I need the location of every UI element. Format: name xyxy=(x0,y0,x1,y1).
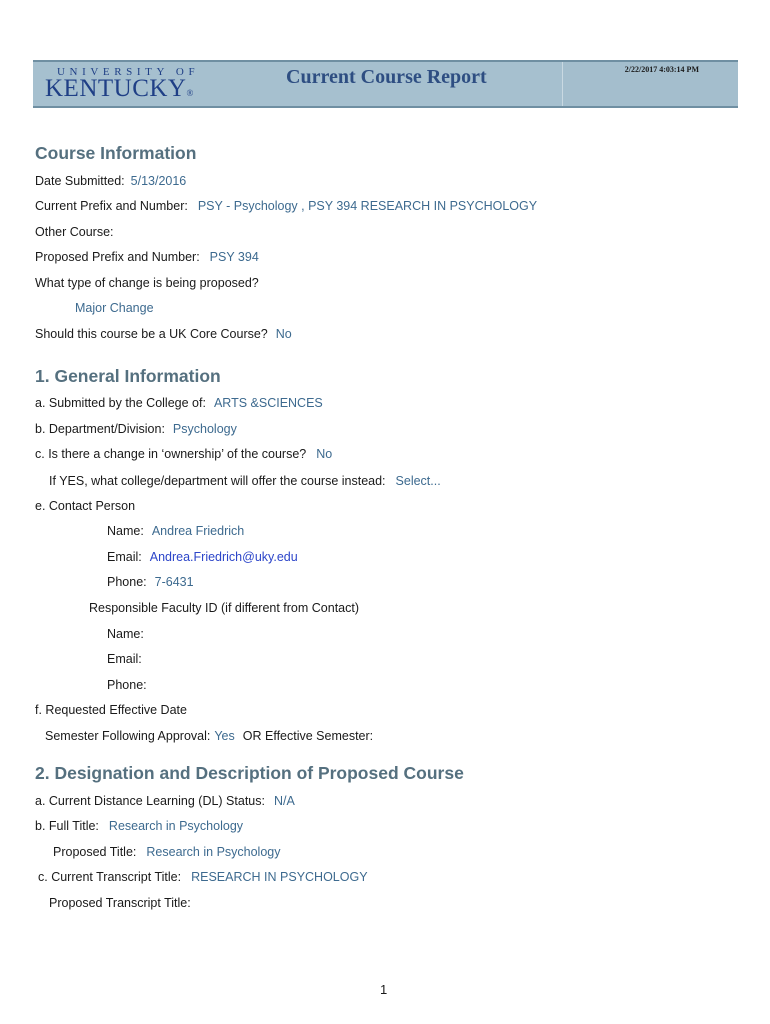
effective-date-label: f. Requested Effective Date xyxy=(35,703,187,717)
full-title-row xyxy=(35,819,243,833)
contact-phone-row xyxy=(107,575,194,589)
date-submitted-row xyxy=(35,174,186,188)
department-label: b. Department/Division: xyxy=(35,422,165,436)
dl-status-row xyxy=(35,794,295,808)
contact-person-label: e. Contact Person xyxy=(35,499,136,513)
contact-person-row xyxy=(35,499,135,513)
faculty-phone-row xyxy=(107,678,147,692)
uk-core-row xyxy=(35,327,292,341)
current-prefix-label: Current Prefix and Number: xyxy=(35,199,188,213)
contact-email-row xyxy=(107,550,298,564)
section-heading-course-info: Course Information xyxy=(35,143,197,163)
semester-row xyxy=(45,729,373,743)
faculty-email-label: Email: xyxy=(107,652,142,666)
contact-phone-label: Phone: xyxy=(107,575,147,589)
contact-email-label: Email: xyxy=(107,550,142,564)
full-title-value: Research in Psychology xyxy=(108,819,244,833)
change-type-label: What type of change is being proposed? xyxy=(35,276,259,290)
other-course-row xyxy=(35,225,114,239)
change-type-value-row xyxy=(75,301,154,315)
full-title-label: b. Full Title: xyxy=(35,819,99,833)
department-value: Psychology xyxy=(172,422,237,436)
contact-name-value: Andrea Friedrich xyxy=(151,524,245,538)
proposed-title-value: Research in Psychology xyxy=(146,845,281,859)
other-course-label: Other Course: xyxy=(35,225,114,239)
proposed-title-label: Proposed Title: xyxy=(53,845,137,859)
date-submitted-label: Date Submitted: xyxy=(35,174,125,188)
faculty-name-row xyxy=(107,627,144,641)
contact-name-row xyxy=(107,524,244,538)
responsible-faculty-row xyxy=(89,601,359,615)
report-header xyxy=(33,60,738,108)
date-submitted-value: 5/13/2016 xyxy=(130,174,187,188)
section-heading-general-info: 1. General Information xyxy=(35,366,221,386)
transcript-title-row xyxy=(38,870,368,884)
logo-main-text: KENTUCKY® xyxy=(45,75,194,102)
proposed-title-row xyxy=(53,845,281,859)
proposed-transcript-label: Proposed Transcript Title: xyxy=(49,896,191,910)
faculty-name-label: Name: xyxy=(107,627,144,641)
transcript-title-value: RESEARCH IN PSYCHOLOGY xyxy=(191,870,368,884)
current-prefix-row xyxy=(35,199,537,213)
if-yes-value: Select... xyxy=(395,474,441,488)
proposed-prefix-row xyxy=(35,250,259,264)
section-heading-designation: 2. Designation and Description of Proposed Course xyxy=(35,763,464,783)
college-value: ARTS &SCIENCES xyxy=(213,396,323,410)
if-yes-row xyxy=(49,474,441,488)
ownership-label: c. Is there a change in ‘ownership’ of the course? xyxy=(35,447,307,461)
proposed-prefix-value: PSY 394 xyxy=(209,250,259,264)
if-yes-label: If YES, what college/department will offer the course instead: xyxy=(49,474,386,488)
logo-top-text: UNIVERSITY OF xyxy=(57,66,200,78)
dl-status-value: N/A xyxy=(273,794,295,808)
contact-email-link[interactable]: Andrea.Friedrich@uky.edu xyxy=(149,550,298,564)
uk-core-value: No xyxy=(275,327,292,341)
effective-semester-label: OR Effective Semester: xyxy=(242,729,374,743)
change-type-row xyxy=(35,276,259,290)
department-row xyxy=(35,422,237,436)
contact-name-label: Name: xyxy=(107,524,144,538)
ownership-row xyxy=(35,447,332,461)
uk-core-label: Should this course be a UK Core Course? xyxy=(35,327,268,341)
transcript-title-label: c. Current Transcript Title: xyxy=(38,870,182,884)
semester-label: Semester Following Approval: xyxy=(45,729,211,743)
ownership-value: No xyxy=(316,447,333,461)
faculty-email-row xyxy=(107,652,142,666)
university-logo xyxy=(43,64,211,102)
proposed-prefix-label: Proposed Prefix and Number: xyxy=(35,250,200,264)
effective-date-row xyxy=(35,703,187,717)
college-label: a. Submitted by the College of: xyxy=(35,396,206,410)
dl-status-label: a. Current Distance Learning (DL) Status: xyxy=(35,794,265,808)
responsible-faculty-label: Responsible Faculty ID (if different from Contact) xyxy=(89,601,360,615)
report-timestamp: 2/22/2017 4:03:14 PM xyxy=(624,65,699,74)
faculty-phone-label: Phone: xyxy=(107,678,147,692)
proposed-transcript-row xyxy=(49,896,191,910)
current-prefix-value: PSY - Psychology , PSY 394 RESEARCH IN PSYCHOLOGY xyxy=(197,199,538,213)
contact-phone-value: 7-6431 xyxy=(154,575,194,589)
page-number: 1 xyxy=(380,982,388,997)
semester-value: Yes xyxy=(214,729,235,743)
change-type-value: Major Change xyxy=(75,301,154,315)
report-title: Current Course Report xyxy=(286,66,487,88)
college-row xyxy=(35,396,323,410)
